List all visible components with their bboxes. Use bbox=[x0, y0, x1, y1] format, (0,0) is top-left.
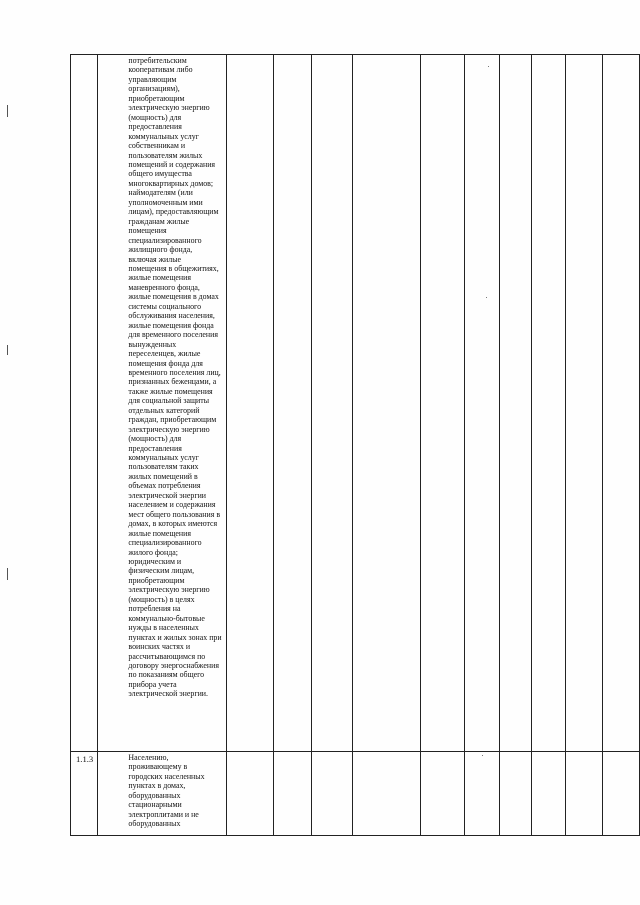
text-line: специализированного bbox=[128, 235, 202, 245]
text-line: прибора учета bbox=[128, 679, 177, 689]
text-line: приобретающим bbox=[128, 575, 185, 585]
text-line: помещения bbox=[128, 226, 167, 236]
text-line: жилые помещения bbox=[128, 273, 191, 283]
text-line: включая жилые bbox=[128, 254, 182, 264]
text-line: организациям), bbox=[128, 84, 180, 94]
value-cell bbox=[311, 55, 353, 752]
text-line: вынужденных bbox=[128, 339, 177, 349]
value-cell bbox=[465, 752, 500, 836]
text-line: стационарными bbox=[128, 800, 182, 810]
text-line: проживающему в bbox=[128, 762, 188, 772]
value-cell bbox=[421, 752, 465, 836]
text-line: специализированного bbox=[128, 538, 202, 548]
value-cell bbox=[274, 752, 311, 836]
value-cell bbox=[311, 752, 353, 836]
text-line: электрическую энергию bbox=[128, 424, 210, 434]
tariff-table bbox=[70, 54, 640, 836]
text-line: пользователям таких bbox=[128, 462, 199, 472]
text-line: многоквартирных домов; bbox=[128, 178, 214, 188]
text-line: для временного поселения bbox=[128, 330, 218, 340]
consumer-description-cell bbox=[98, 55, 226, 752]
text-line: системы социального bbox=[128, 301, 202, 311]
text-line: помещения фонда для bbox=[128, 358, 203, 368]
text-line: (мощность) для bbox=[128, 112, 182, 122]
text-line: воинских частях и bbox=[128, 642, 191, 652]
text-line: электроплитами и не bbox=[128, 809, 199, 819]
text-line: коммунальных услуг bbox=[128, 453, 199, 463]
row-number-cell: 1.1.3 bbox=[71, 752, 98, 836]
value-cell bbox=[602, 55, 639, 752]
table-row bbox=[71, 55, 640, 752]
text-line: граждан, приобретающим bbox=[128, 415, 217, 425]
text-line: объемах потребления bbox=[128, 481, 201, 491]
text-line: оборудованных bbox=[128, 819, 181, 829]
text-line: помещения в общежитиях, bbox=[128, 263, 219, 273]
text-line: пунктах в домах, bbox=[128, 781, 186, 791]
text-line: жилые помещения bbox=[128, 528, 191, 538]
text-line: потребительским bbox=[128, 56, 187, 65]
text-line: жилых помещений в bbox=[128, 471, 198, 481]
text-line: собственникам и bbox=[128, 141, 186, 151]
text-line: приобретающим bbox=[128, 93, 185, 103]
text-line: временного поселения лиц, bbox=[128, 367, 221, 377]
text-line: предоставления bbox=[128, 122, 182, 132]
text-line: отдельных категорий bbox=[128, 405, 200, 415]
text-line: коммунально-бытовые bbox=[128, 613, 205, 623]
text-line: уполномоченным ими bbox=[128, 197, 203, 207]
text-line: электрической энергии. bbox=[128, 689, 209, 699]
text-line: жилые помещения фонда bbox=[128, 320, 214, 330]
value-cell bbox=[226, 55, 274, 752]
text-line: электрическую энергию bbox=[128, 585, 210, 595]
text-line: кооперативам либо bbox=[128, 65, 193, 75]
text-line: (мощность) в целях bbox=[128, 594, 195, 604]
text-line: городских населенных bbox=[128, 771, 205, 781]
text-line: физическим лицам, bbox=[128, 566, 195, 576]
value-cell bbox=[566, 752, 602, 836]
value-cell bbox=[602, 752, 639, 836]
text-line: жилищного фонда, bbox=[128, 245, 193, 255]
text-line: также жилые помещения bbox=[128, 386, 213, 396]
text-line: договору энергоснабжения bbox=[128, 661, 219, 670]
text-line: юридическим и bbox=[128, 557, 182, 567]
row-number-cell bbox=[71, 55, 98, 752]
text-line: рассчитывающимся по bbox=[128, 651, 206, 661]
text-line: переселенцев, жилые bbox=[128, 349, 201, 359]
value-cell bbox=[531, 752, 566, 836]
text-line: предоставления bbox=[128, 443, 182, 453]
text-line: электрическую энергию bbox=[128, 103, 210, 113]
text-line: оборудованных bbox=[128, 790, 181, 800]
text-line: Населению, bbox=[128, 753, 169, 762]
consumer-description-cell bbox=[98, 752, 226, 836]
text-line: помещений и содержания bbox=[128, 159, 216, 169]
value-cell bbox=[465, 55, 500, 752]
value-cell bbox=[531, 55, 566, 752]
scan-margin-mark bbox=[7, 345, 8, 355]
text-line: для социальной защиты bbox=[128, 396, 210, 406]
text-line: пунктах и жилых зонах при bbox=[128, 632, 222, 642]
text-line: потребления на bbox=[128, 604, 181, 614]
text-line: гражданам жилые bbox=[128, 216, 190, 226]
text-line: наймодателям (или bbox=[128, 188, 193, 198]
text-line: жилого фонда; bbox=[128, 547, 178, 557]
text-line: электрической энергии bbox=[128, 490, 207, 500]
text-line: мест общего пользования в bbox=[128, 509, 221, 519]
text-line: жилые помещения в домах bbox=[128, 292, 219, 302]
text-line: пользователям жилых bbox=[128, 150, 203, 160]
text-line: нужды в населенных bbox=[128, 623, 199, 633]
scan-margin-mark bbox=[7, 105, 8, 117]
text-line: коммунальных услуг bbox=[128, 131, 199, 141]
text-line: домах, в которых имеются bbox=[128, 519, 218, 529]
text-line: маневренного фонда, bbox=[128, 282, 200, 292]
value-cell bbox=[353, 752, 421, 836]
text-line: общего имущества bbox=[128, 169, 192, 179]
value-cell bbox=[274, 55, 311, 752]
text-line: обслуживания населения, bbox=[128, 311, 215, 321]
value-cell bbox=[421, 55, 465, 752]
value-cell bbox=[353, 55, 421, 752]
text-line: (мощность) для bbox=[128, 434, 182, 444]
value-cell bbox=[226, 752, 274, 836]
text-line: признанных беженцами, а bbox=[128, 377, 217, 387]
text-line: населением и содержания bbox=[128, 500, 216, 510]
text-line: управляющим bbox=[128, 74, 177, 84]
text-line: лицам), предоставляющим bbox=[128, 207, 219, 217]
value-cell bbox=[566, 55, 602, 752]
text-line: по показаниям общего bbox=[128, 670, 205, 680]
value-cell bbox=[500, 55, 532, 752]
table-row bbox=[71, 752, 640, 836]
scan-margin-mark bbox=[7, 568, 8, 580]
value-cell bbox=[500, 752, 532, 836]
